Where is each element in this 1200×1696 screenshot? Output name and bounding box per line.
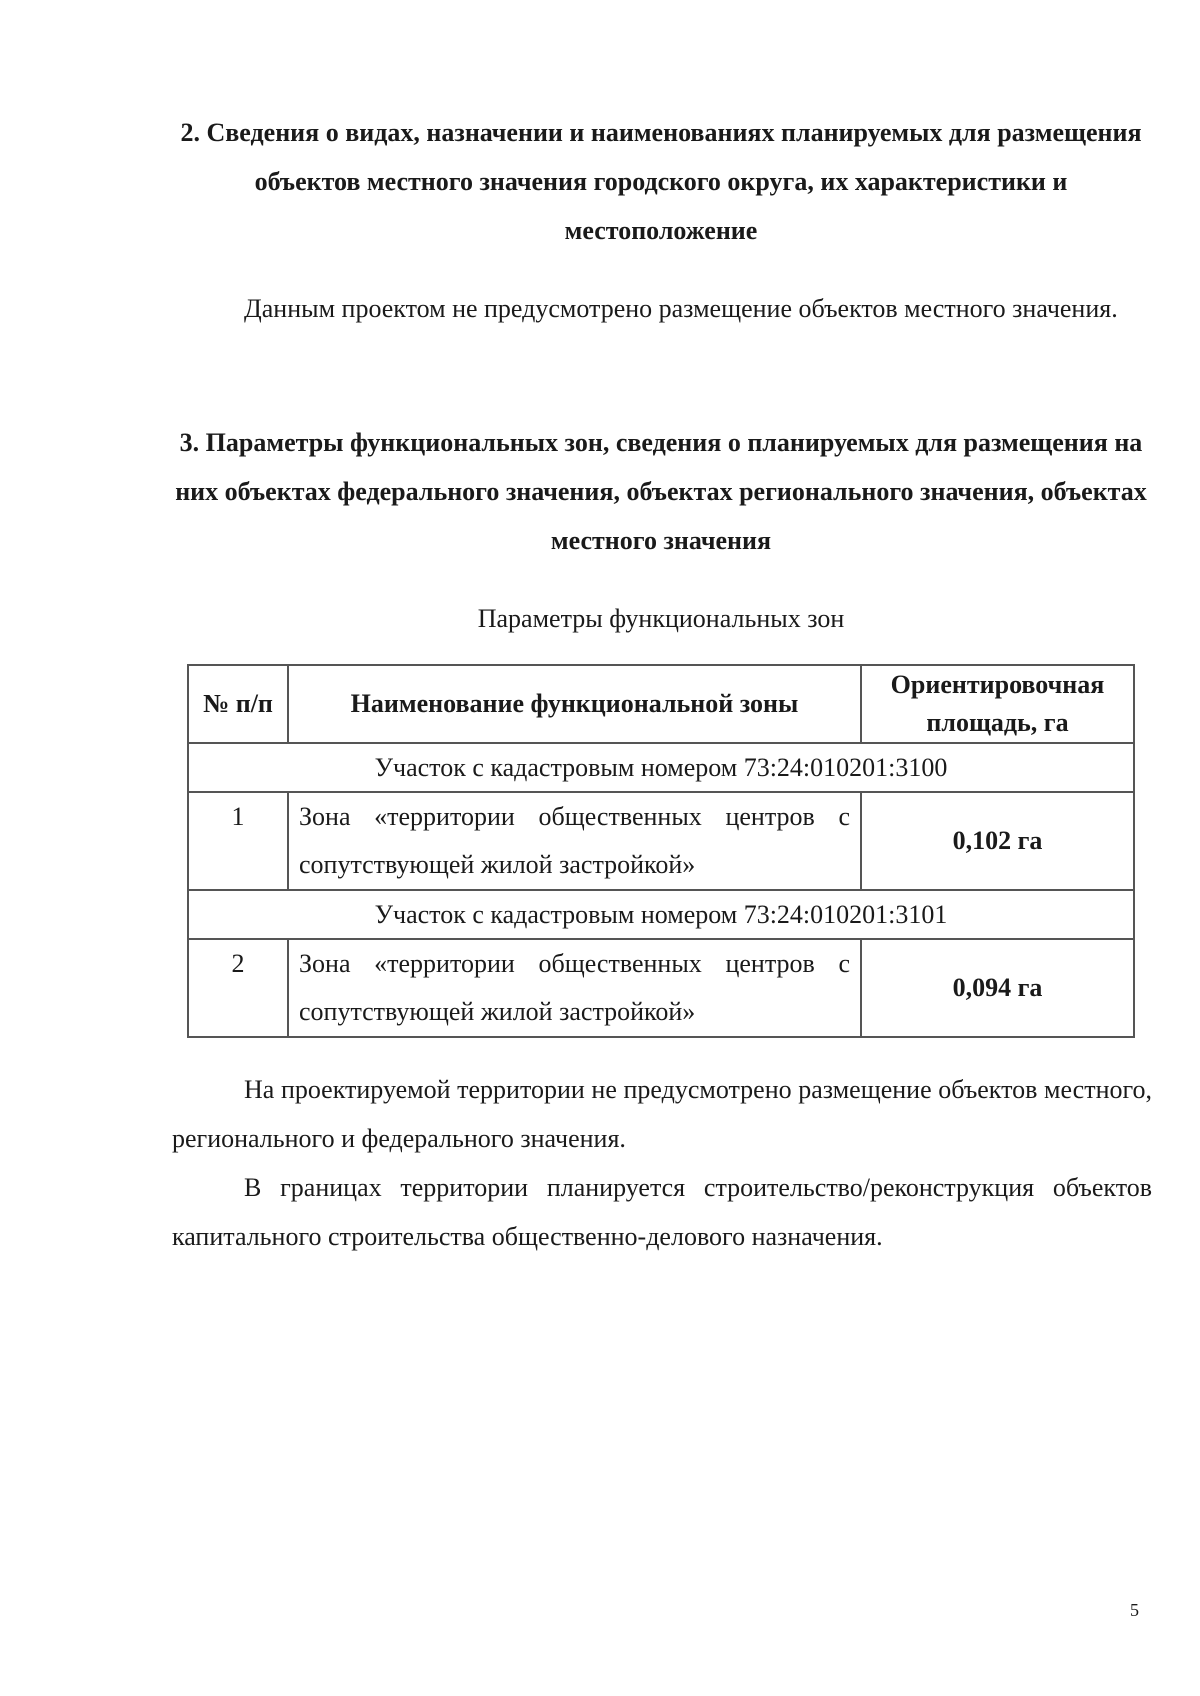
table-row bbox=[188, 792, 1134, 890]
row-area: 0,102 га bbox=[861, 792, 1134, 890]
table-row bbox=[188, 939, 1134, 1037]
section-3-paragraph-1: На проектируемой территории не предусмотрено размещение объектов местного, регионального и федерального значения. bbox=[172, 1075, 1152, 1153]
section-3-paragraph-2: В границах территории планируется строительство/реконструкция объектов капитального строительства общественно-делового назначения. bbox=[172, 1173, 1152, 1251]
plot-row bbox=[188, 890, 1134, 939]
row-num: 1 bbox=[188, 792, 288, 890]
plot-label: Участок с кадастровым номером 73:24:010201:3100 bbox=[188, 743, 1134, 792]
header-num: № п/п bbox=[188, 665, 288, 743]
row-zone-name: Зона «территории общественных центров с сопутствующей жилой застройкой» bbox=[288, 939, 861, 1037]
plot-row bbox=[188, 743, 1134, 792]
header-zone-name: Наименование функциональной зоны bbox=[288, 665, 861, 743]
row-area: 0,094 га bbox=[861, 939, 1134, 1037]
section-3-heading: 3. Параметры функциональных зон, сведения о планируемых для размещения на них объектах федерального значения, объектах регионального значения, объектах местного значения bbox=[175, 428, 1147, 555]
section-2-paragraph: Данным проектом не предусмотрено размещение объектов местного значения. bbox=[244, 294, 1118, 323]
header-area: Ориентировочная площадь, га bbox=[861, 665, 1134, 743]
functional-zones-table bbox=[187, 664, 1135, 1038]
row-zone-name: Зона «территории общественных центров с сопутствующей жилой застройкой» bbox=[288, 792, 861, 890]
table-header-row bbox=[188, 665, 1134, 743]
page-number: 5 bbox=[1130, 1600, 1139, 1620]
plot-label: Участок с кадастровым номером 73:24:010201:3101 bbox=[188, 890, 1134, 939]
row-num: 2 bbox=[188, 939, 288, 1037]
table-caption: Параметры функциональных зон bbox=[477, 604, 845, 633]
section-2-heading: 2. Сведения о видах, назначении и наименованиях планируемых для размещения объектов местного значения городского округа, их характеристики и местоположение bbox=[180, 118, 1142, 245]
